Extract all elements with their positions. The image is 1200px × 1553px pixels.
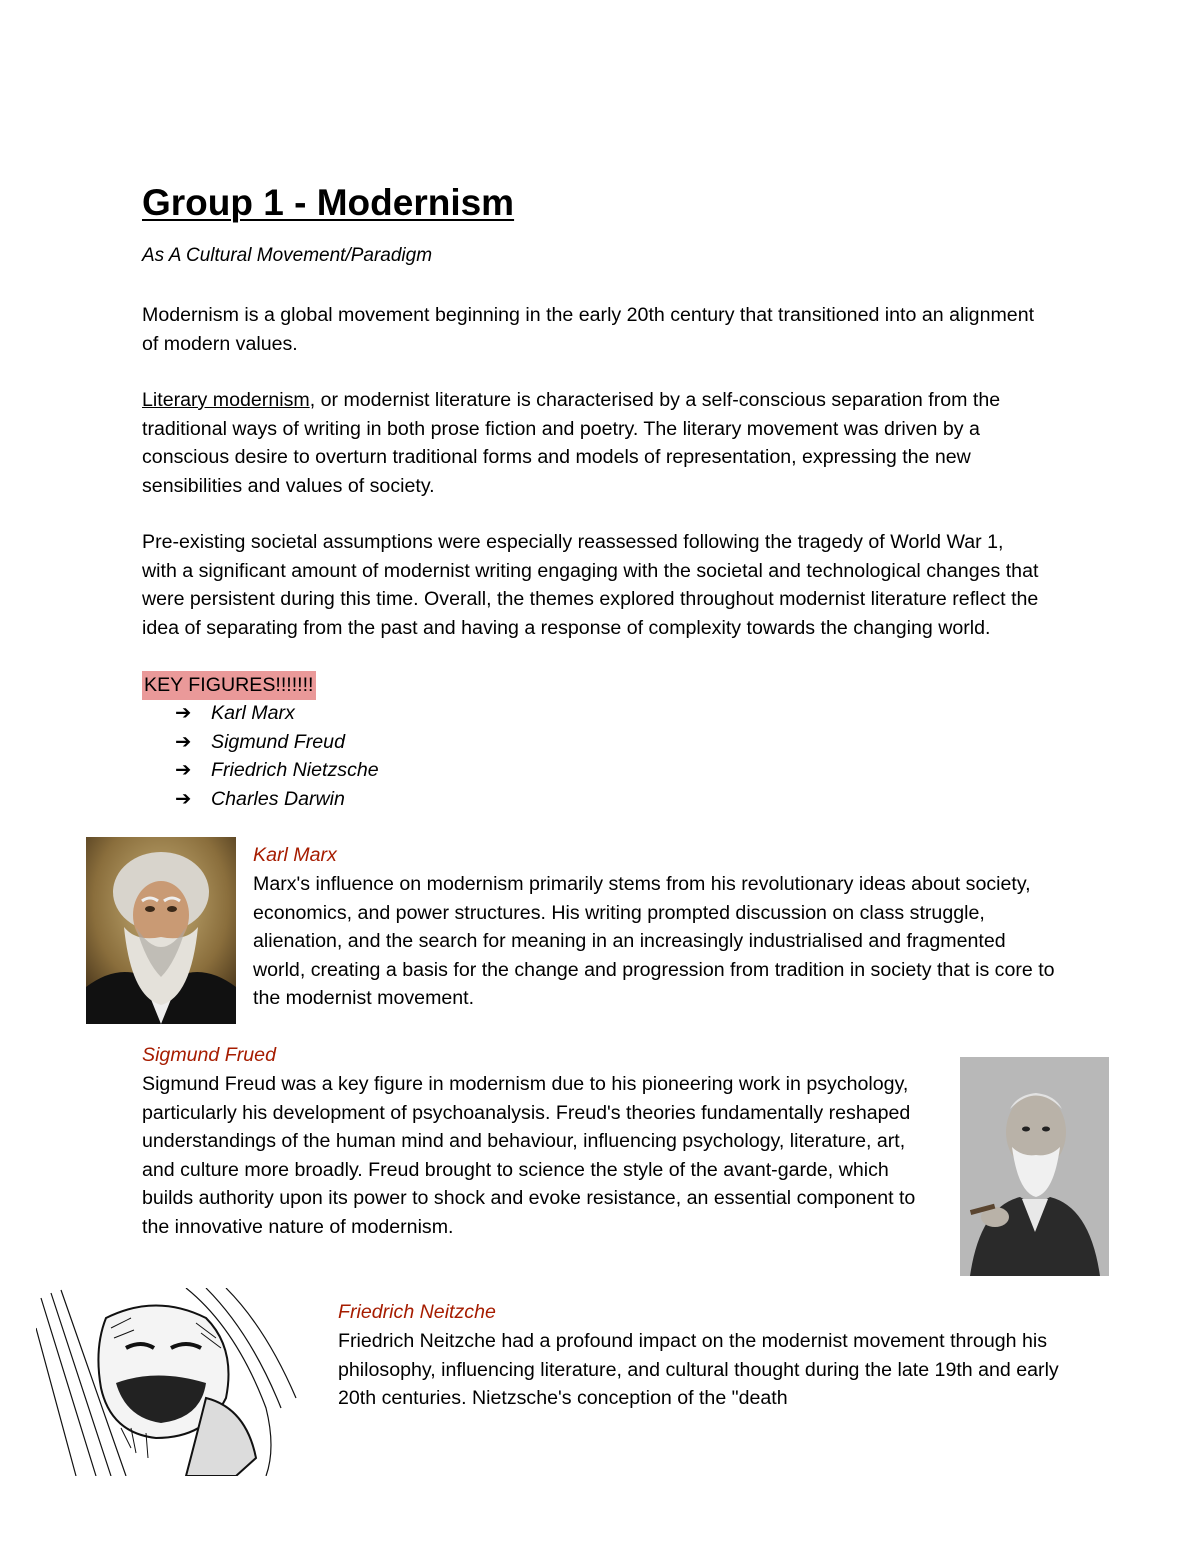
freud-heading: Sigmund Frued [142, 1044, 276, 1066]
document-subtitle: As A Cultural Movement/Paradigm [142, 245, 433, 266]
list-item [175, 699, 379, 728]
key-figure-name: Friedrich Nietzsche [211, 759, 379, 782]
key-figures-list [175, 699, 379, 813]
intro-paragraph: Modernism is a global movement beginning in the early 20th century that transitioned into an alignment of modern values. [142, 304, 1035, 355]
friedrich-nietzsche-portrait [36, 1288, 314, 1476]
arrow-icon: ➔ [175, 787, 192, 810]
list-item [175, 756, 379, 785]
key-figures-label: KEY FIGURES!!!!!!! [142, 671, 316, 700]
marx-heading: Karl Marx [253, 844, 337, 866]
arrow-icon: ➔ [175, 730, 192, 753]
nietzsche-heading: Friedrich Neitzche [338, 1301, 496, 1323]
key-figure-name: Charles Darwin [211, 787, 345, 810]
list-item [175, 728, 379, 757]
karl-marx-portrait [86, 837, 236, 1024]
document-title: Group 1 - Modernism [142, 182, 515, 223]
key-figure-name: Karl Marx [211, 702, 295, 724]
list-item [175, 785, 379, 814]
arrow-icon: ➔ [175, 759, 192, 782]
nietzsche-paragraph: Friedrich Neitzche had a profound impact on the modernist movement through his philosophy, influencing literature, and cultural thought during the late 19th and early 20th centuries. Nietzsche's conception of the "death [338, 1330, 1059, 1410]
sigmund-freud-portrait [960, 1057, 1109, 1276]
literary-modernism-paragraph [142, 386, 1060, 500]
literary-modernism-term: Literary modernism [142, 389, 310, 411]
freud-paragraph: Sigmund Freud was a key figure in modernism due to his pioneering work in psychology, particularly his development of psychoanalysis. Freud's theories fundamentally reshaped understandings of the human mind and behaviour, influencing psychology, literature, art, and culture more broadly. Freud brought to science the style of the avant-garde, which builds authority upon its power to shock and evoke resistance, an essential component to the innovative nature of modernism. [142, 1073, 916, 1238]
key-figure-name: Sigmund Freud [211, 730, 345, 753]
literary-modernism-text: , or modernist literature is characterised by a self-conscious separation from the traditional ways of writing in both prose fiction and poetry. The literary movement was driven by a conscious desire to overturn traditional forms and models of representation, expressing the new sensibilities and values of society. [142, 389, 1001, 497]
arrow-icon: ➔ [175, 702, 192, 724]
world-war-paragraph: Pre-existing societal assumptions were especially reassessed following the tragedy of World War 1, with a significant amount of modernist writing engaging with the societal and technological changes that were persistent during this time. Overall, the themes explored throughout modernist literature reflect the idea of separating from the past and having a response of complexity towards the changing world. [142, 531, 1039, 639]
marx-paragraph: Marx's influence on modernism primarily stems from his revolutionary ideas about society, economics, and power structures. His writing prompted discussion on class struggle, alienation, and the search for meaning in an increasingly industrialised and fragmented world, creating a basis for the change and progression from tradition in society that is core to the modernist movement. [253, 873, 1055, 1010]
